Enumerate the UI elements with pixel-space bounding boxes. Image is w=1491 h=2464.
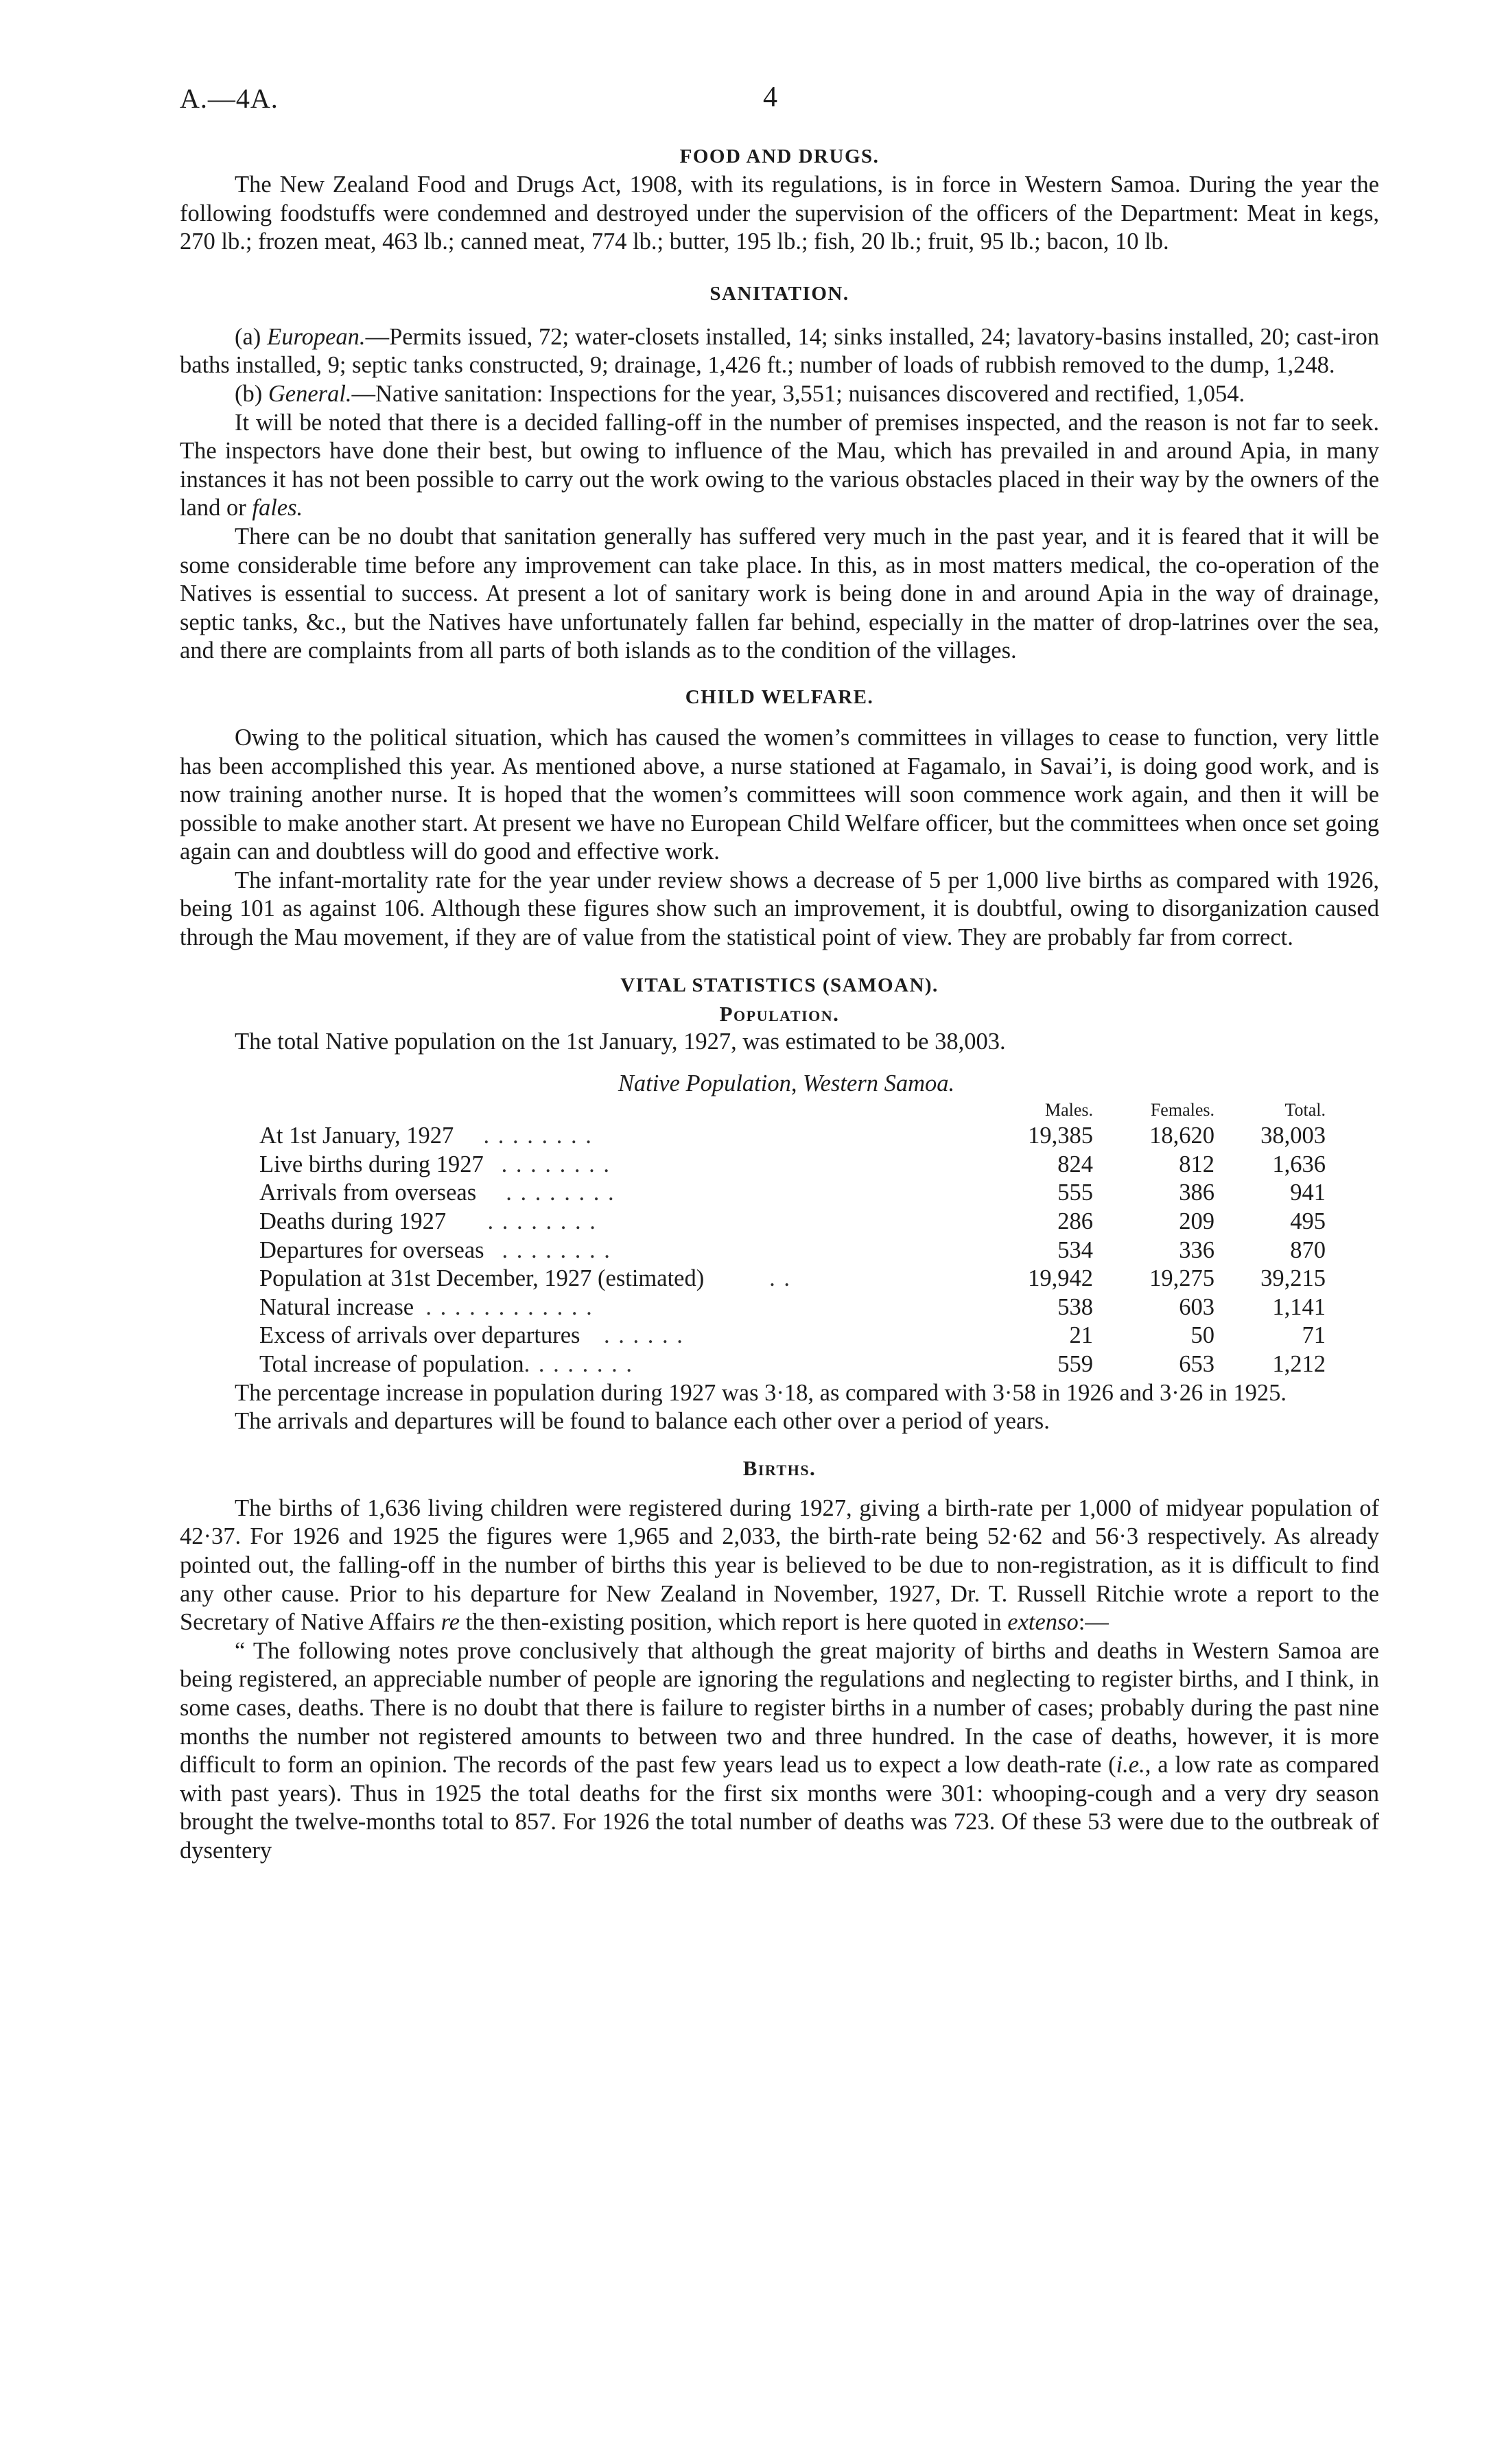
population-increase-paragraph: The percentage increase in population during 1927 was 3·18, as compared with 3·58 in 1926 and 3·26 in 1925. [235,1379,1287,1406]
leader-dots: . . . . . . . . [506,1180,615,1206]
cell-males: 286 [1057,1208,1093,1235]
row-label: Natural increase [259,1293,414,1320]
column-header-males: Males. [1044,1100,1093,1120]
population-subheading: Population. [719,1001,840,1026]
child-welfare-paragraph-2: The infant-mortality rate for the year under review shows a decrease of 5 per 1,000 live births as compared with 1926, being 101 as against 106. Although these figures show such an improvement, it is doubtful, owing to disorganization caused through the Mau movement, if they are of value from the statistical point of view. They are probably far from correct. [180,867,1379,951]
cell-males: 555 [1057,1180,1093,1206]
clause-title: General. [268,380,352,407]
column-header-total: Total. [1284,1100,1326,1120]
cell-total: 870 [1290,1236,1326,1263]
food-drugs-paragraph: The New Zealand Food and Drugs Act, 1908, with its regulations, is in force in Western Samoa. During the year the following foodstuffs were condemned and destroyed under the supervision of the officers of the Department: Meat in kegs, 270 lb.; frozen meat, 463 lb.; canned meat, 774 lb.; butter, 195 lb.; fish, 20 lb.; fruit, 95 lb.; bacon, 10 lb. [180,172,1379,255]
paragraph-text: , a low rate as compared with past years). Thus in 1925 the total deaths for the first six months were 301: whooping-cough and a very dry season brought the twelve-months total to 857. For 1926 the total number of deaths was 723. Of these 53 were due to the outbreak of dysentery [180,1752,1379,1864]
cell-males: 19,942 [1028,1265,1093,1292]
births-heading: Births. [742,1455,817,1480]
row-label: At 1st January, 1927 [259,1123,454,1149]
clause-label: (b) [235,380,268,407]
italic-term: i.e. [1116,1752,1145,1779]
cell-males: 21 [1069,1322,1093,1349]
italic-term: fales. [252,495,303,521]
table-row [259,1236,1326,1265]
table-row [259,1322,1326,1350]
child-welfare-heading: CHILD WELFARE. [685,685,874,708]
child-welfare-paragraph-1: Owing to the political situation, which has caused the women’s committees in villages to cease to function, very little has been accomplished this year. As mentioned above, a nurse stationed at Fagamalo, in Savai’i, is doing good work, and is now training another nurse. It is hoped that the women’s committees will soon commence work again, and then it will be possible to make another start. At present we have no European Child Welfare officer, but the committees when once set going again can and doubtless will do good and effective work. [180,724,1379,865]
cell-females: 50 [1190,1322,1214,1349]
table-row [259,1350,1326,1379]
clause-text: —Permits issued, 72; water-closets installed, 14; sinks installed, 24; lavatory-basins installed, 20; cast-iron baths installed, 9; septic tanks constructed, 9; drainage, 1,426 ft.; number of loads of rubbish removed to the dump, 1,248. [180,323,1379,379]
cell-males: 824 [1057,1151,1093,1177]
births-paragraph [180,1494,1379,1637]
cell-females: 653 [1179,1351,1214,1377]
paragraph-text: The births of 1,636 living children were registered during 1927, giving a birth-rate per 1,000 of midyear population of 42·37. For 1926 and 1925 the figures were 1,965 and 2,033, the birth-rate being 52·62 and 56·3 respectively. As already pointed out, the falling-off in the number of births this year is believed to be due to non-registration, as it is difficult to find any other cause. Prior to his departure for New Zealand in November, 1927, Dr. T. Russell Ritchie wrote a report to the Secretary of Native Affairs [180,1494,1379,1636]
population-intro: The total Native population on the 1st January, 1927, was estimated to be 38,003. [235,1028,1006,1055]
cell-females: 18,620 [1149,1123,1214,1149]
leader-dots: . . . . . . . . [502,1236,611,1263]
leader-dots: . . [769,1265,791,1292]
table-row [259,1265,1326,1293]
paragraph-text: the then-existing position, which report is here quoted in [460,1609,1008,1636]
leader-dots: . . . . . . . . [487,1208,597,1235]
italic-term: extenso [1007,1609,1079,1636]
leader-dots: . . . . . . . . [501,1151,611,1177]
paragraph-text: It will be noted that there is a decided falling-off in the number of premises inspected, and the reason is not far to seek. The inspectors have done their best, but owing to influence of the Mau, which has prevailed in and around Apia, in many instances it has not been possible to carry out the work owing to the various obstacles placed in their way by the owners of the land or [180,409,1379,521]
leader-dots: . . . . . . . . . . . . [425,1293,594,1320]
cell-total: 1,212 [1272,1351,1326,1377]
row-label: Population at 31st December, 1927 (estimated) [259,1265,705,1292]
clause-text: —Native sanitation: Inspections for the year, 3,551; nuisances discovered and rectified, 1,054. [351,380,1245,407]
cell-total: 38,003 [1260,1123,1326,1149]
cell-males: 538 [1057,1293,1093,1320]
cell-males: 534 [1057,1236,1093,1263]
sanitation-inspection-paragraph [180,409,1379,523]
population-table [259,1099,1326,1378]
cell-females: 386 [1179,1180,1214,1206]
cell-females: 209 [1179,1208,1214,1235]
table-header-row [259,1099,1326,1122]
cell-total: 71 [1302,1322,1326,1349]
page-body [180,143,1379,1866]
cell-females: 812 [1179,1151,1214,1177]
row-label: Total increase of population [259,1351,524,1377]
paragraph-text: “ The following notes prove conclusively that although the great majority of births and deaths in Western Samoa are being registered, an appreciable number of people are ignoring the regulations and neglecting to register births, and I think, in some cases, deaths. There is no doubt that there is failure to register births in a number of cases; probably during the past nine months the number not registered amounts to between two and three hundred. In the case of deaths, however, it is more difficult to form an opinion. The records of the past few years lead us to expect a low death-rate ( [180,1637,1379,1779]
clause-title: European. [267,323,366,350]
italic-term: re [441,1609,460,1636]
report-quote-paragraph [180,1637,1379,1866]
sanitation-general-paragraph [180,380,1379,409]
paragraph-text: :— [1078,1609,1109,1636]
cell-total: 1,636 [1272,1151,1326,1177]
sanitation-heading: SANITATION. [709,282,849,305]
row-label: Live births during 1927 [259,1151,484,1177]
page-number: 4 [763,82,777,113]
population-table-title: Native Population, Western Samoa. [618,1070,955,1097]
sanitation-outlook-paragraph: There can be no doubt that sanitation generally has suffered very much in the past year, and it is feared that it will be some considerable time before any improvement can take place. In this, as in most matters medical, the co-operation of the Natives is essential to success. At present a lot of sanitary work is being done in and around Apia in the way of drainage, septic tanks, &c., but the Natives have unfortunately fallen far behind, especially in the matter of drop-latrines over the sea, and there are complaints from all parts of both islands as to the condition of the villages. [180,523,1379,664]
cell-females: 603 [1179,1293,1214,1320]
leader-dots: . . . . . . . . [524,1351,633,1377]
arrivals-departures-paragraph: The arrivals and departures will be found to balance each other over a period of years. [235,1408,1050,1435]
food-drugs-heading: FOOD AND DRUGS. [679,145,880,167]
row-label: Arrivals from overseas [259,1180,477,1206]
table-row [259,1208,1326,1236]
cell-total: 941 [1290,1180,1326,1206]
row-label: Excess of arrivals over departures [259,1322,580,1349]
sanitation-european-paragraph [180,323,1379,380]
table-row [259,1179,1326,1208]
cell-males: 559 [1057,1351,1093,1377]
vital-statistics-heading: VITAL STATISTICS (SAMOAN). [620,974,939,996]
table-row [259,1293,1326,1322]
row-label: Deaths during 1927 [259,1208,447,1235]
cell-females: 19,275 [1149,1265,1214,1292]
leader-dots: . . . . . . [603,1322,684,1349]
row-label: Departures for overseas [259,1236,484,1263]
cell-females: 336 [1179,1236,1214,1263]
document-reference: A.—4A. [180,83,279,114]
clause-label: (a) [235,323,268,350]
cell-total: 495 [1290,1208,1326,1235]
leader-dots: . . . . . . . . [483,1123,593,1149]
cell-total: 1,141 [1272,1293,1326,1320]
cell-males: 19,385 [1028,1123,1093,1149]
table-row [259,1151,1326,1180]
column-header-females: Females. [1150,1100,1214,1120]
cell-total: 39,215 [1260,1265,1326,1292]
table-row [259,1122,1326,1151]
